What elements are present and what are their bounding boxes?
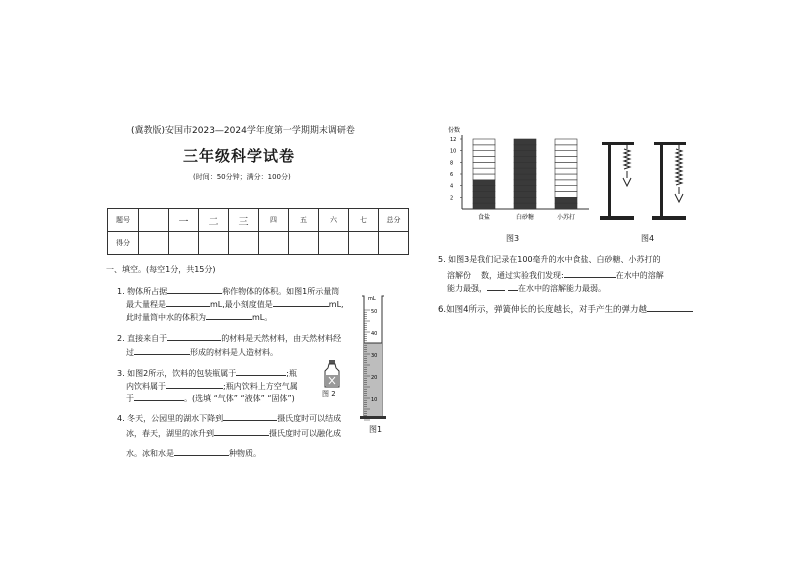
question-2-line-2 <box>126 345 278 358</box>
chart-y-tick-label: 2 <box>450 195 454 202</box>
score-column-header: 五 <box>289 209 319 232</box>
question-text: 能力最强， <box>447 284 487 293</box>
chart-y-tick-label: 8 <box>450 160 454 167</box>
score-cell[interactable] <box>289 232 319 255</box>
question-text: 此时量筒中水的体积为 <box>126 313 206 322</box>
graduated-cylinder-figure <box>358 288 388 422</box>
answer-blank[interactable] <box>487 281 505 291</box>
chart-bar-cell <box>473 168 495 174</box>
question-text: 摄氏度时可以融化成 <box>269 429 341 438</box>
chart-bar-cell <box>555 162 577 168</box>
figure-3-caption: 图3 <box>506 234 520 243</box>
chart-x-tick-label: 白砂糖 <box>515 214 535 221</box>
chart-bar-cell <box>473 180 495 186</box>
chart-bar-cell <box>555 203 577 209</box>
question-text: ;瓶内饮料上方空气属 <box>223 382 298 391</box>
figure-1-caption: 图1 <box>369 425 383 434</box>
chart-bar-cell <box>473 192 495 198</box>
chart-bar-cell <box>555 192 577 198</box>
score-column-header: 二 <box>199 209 229 232</box>
chart-bar <box>473 139 495 209</box>
chart-x-tick-label: 食盐 <box>477 214 491 221</box>
row-label-question: 题号 <box>108 209 139 232</box>
question-text: 于 <box>126 394 134 403</box>
chart-bar-cell <box>555 174 577 180</box>
score-cell[interactable] <box>229 232 259 255</box>
chart-bar-cell <box>514 197 536 203</box>
question-4-line-3 <box>126 446 261 459</box>
cylinder-unit-label: mL <box>368 296 376 302</box>
spring-stand-left <box>600 142 634 220</box>
answer-blank[interactable] <box>166 297 210 307</box>
score-column-header: 总分 <box>379 209 409 232</box>
question-1-line-1 <box>117 284 339 297</box>
spring-stands-figure <box>598 138 694 224</box>
chart-bar-cell <box>555 157 577 163</box>
chart-bar-cell <box>514 145 536 151</box>
exam-info: (时间：50分钟；满分：100分) <box>193 173 291 181</box>
chart-bar-cell <box>555 168 577 174</box>
question-1-line-3 <box>126 310 272 323</box>
answer-blank[interactable] <box>174 446 229 456</box>
question-text: mL, <box>328 300 344 309</box>
chart-bar-cell <box>514 168 536 174</box>
chart-bar-cell <box>555 145 577 151</box>
question-text: 过 <box>126 348 134 357</box>
solubility-chart <box>444 123 594 223</box>
answer-blank[interactable] <box>273 297 329 307</box>
question-5-line-1: 5. 如图3是我们记录在100毫升的水中食盐、白砂糖、小苏打的 <box>438 255 661 264</box>
figure-2-caption: 图 2 <box>322 390 336 398</box>
question-text: 6.如图4所示，弹簧伸长的长度越长，对手产生的弹力越 <box>438 305 648 315</box>
question-text: mL。 <box>252 313 273 322</box>
answer-blank[interactable] <box>647 302 693 312</box>
chart-bar-cell <box>514 180 536 186</box>
chart-y-axis-label: 份数 <box>448 127 461 134</box>
question-text: 2. 直接来自于 <box>117 334 168 343</box>
chart-bar-cell <box>555 180 577 186</box>
chart-bar-cell <box>473 157 495 163</box>
question-5-line-2 <box>447 268 664 281</box>
question-text: ;瓶 <box>286 369 297 378</box>
score-column-header: 三 <box>229 209 259 232</box>
chart-bar-cell <box>555 186 577 192</box>
cylinder-tick-label: 10 <box>371 397 378 403</box>
answer-blank[interactable] <box>236 366 286 376</box>
chart-bar-cell <box>555 139 577 145</box>
cylinder-tick-label: 50 <box>371 309 378 315</box>
chart-bar-cell <box>473 139 495 145</box>
score-cell[interactable] <box>349 232 379 255</box>
score-cell[interactable] <box>319 232 349 255</box>
answer-blank[interactable] <box>508 281 518 291</box>
question-4-line-2 <box>126 426 341 439</box>
question-text: 冰，春天，湖里的冰升到 <box>126 429 214 438</box>
chart-x-tick-label: 小苏打 <box>556 214 576 221</box>
question-text: 在水中的溶解能力最弱。 <box>518 284 606 293</box>
score-cell[interactable] <box>379 232 409 255</box>
chart-bar-cell <box>514 192 536 198</box>
question-text: 4. 冬天，公园里的湖水下降到 <box>117 414 224 423</box>
question-text: 在水中的溶解 <box>615 271 664 280</box>
spring-stand-right <box>652 142 686 220</box>
chart-bar-cell <box>473 162 495 168</box>
page-title: 三年级科学试卷 <box>183 147 296 165</box>
chart-bar <box>555 139 577 209</box>
score-cell[interactable] <box>259 232 289 255</box>
chart-bar-cell <box>473 145 495 151</box>
question-text: 数，通过实验我们发现: <box>481 271 564 280</box>
question-text: 最大量程是 <box>126 300 166 309</box>
answer-blank[interactable] <box>214 426 269 436</box>
question-6-line-1 <box>438 302 693 316</box>
score-column-header: 一 <box>169 209 199 232</box>
question-3-line-3 <box>126 391 295 404</box>
answer-blank[interactable] <box>134 345 190 355</box>
score-cell[interactable] <box>199 232 229 255</box>
question-text: 的材料是天然材料，由天然材料经 <box>221 334 342 343</box>
chart-y-tick-label: 10 <box>450 148 457 155</box>
cylinder-tick-label: 20 <box>371 375 378 381</box>
figure-4-caption: 图4 <box>641 234 655 243</box>
question-text: 1. 物体所占据 <box>117 287 168 296</box>
chart-bar-cell <box>514 157 536 163</box>
score-table <box>107 208 409 255</box>
answer-blank[interactable] <box>166 379 223 389</box>
answer-blank[interactable] <box>134 391 184 401</box>
exam-subtitle: (冀教版)安国市2023—2024学年度第一学期期末调研卷 <box>131 126 355 136</box>
question-2-line-1 <box>117 331 341 344</box>
table-row <box>108 209 409 232</box>
question-5-line-3 <box>447 281 606 294</box>
chart-bar-cell <box>473 186 495 192</box>
question-text: 称作物体的体积。如图1所示量筒 <box>222 287 340 296</box>
score-cell[interactable] <box>169 232 199 255</box>
answer-blank[interactable] <box>167 284 222 294</box>
answer-blank[interactable] <box>564 268 616 278</box>
chart-y-tick-label: 6 <box>450 172 454 178</box>
chart-bar-cell <box>514 186 536 192</box>
question-4-line-1 <box>117 411 341 424</box>
chart-bar-cell <box>473 203 495 209</box>
question-3-line-1 <box>117 366 297 379</box>
chart-bar-cell <box>514 203 536 209</box>
chart-bar-cell <box>514 174 536 180</box>
answer-blank[interactable] <box>167 331 221 341</box>
chart-bar-cell <box>514 162 536 168</box>
question-text: 溶解份 <box>447 271 471 280</box>
answer-blank[interactable] <box>206 310 252 320</box>
row-label-score: 得分 <box>108 232 139 255</box>
question-text: mL,最小刻度值是 <box>210 300 273 309</box>
chart-bar-cell <box>514 139 536 145</box>
cylinder-tick-label: 30 <box>371 353 378 359</box>
question-text: 内饮料属于 <box>126 382 166 391</box>
chart-bar <box>514 139 536 209</box>
table-row <box>108 232 409 255</box>
bottle-figure <box>322 359 342 389</box>
score-column-header <box>139 209 169 232</box>
cylinder-tick-label: 40 <box>371 331 378 337</box>
question-text: 3. 如图2所示，饮料的包装瓶属于 <box>117 369 237 378</box>
section-heading: 一、填空。(每空1分，共15分) <box>106 265 216 274</box>
score-column-header: 七 <box>349 209 379 232</box>
score-cell[interactable] <box>139 232 169 255</box>
chart-y-tick-label: 12 <box>450 137 457 143</box>
question-text: 种物质。 <box>229 449 261 458</box>
chart-bar-cell <box>473 151 495 157</box>
question-text: 形成的材料是人造材料。 <box>190 348 278 357</box>
score-column-header: 六 <box>319 209 349 232</box>
chart-bar-cell <box>473 197 495 203</box>
chart-bar-cell <box>555 197 577 203</box>
chart-bar-cell <box>555 151 577 157</box>
chart-bar-cell <box>473 174 495 180</box>
question-text: 。(选填 “气体” “液体” “固体”) <box>184 394 295 403</box>
score-column-header: 四 <box>259 209 289 232</box>
chart-y-tick-label: 4 <box>450 183 454 190</box>
question-text: 摄氏度时可以结成 <box>277 414 342 423</box>
answer-blank[interactable] <box>223 411 277 421</box>
question-1-line-2 <box>126 297 344 310</box>
question-text: 水。冰和水是 <box>126 449 174 458</box>
chart-bar-cell <box>514 151 536 157</box>
